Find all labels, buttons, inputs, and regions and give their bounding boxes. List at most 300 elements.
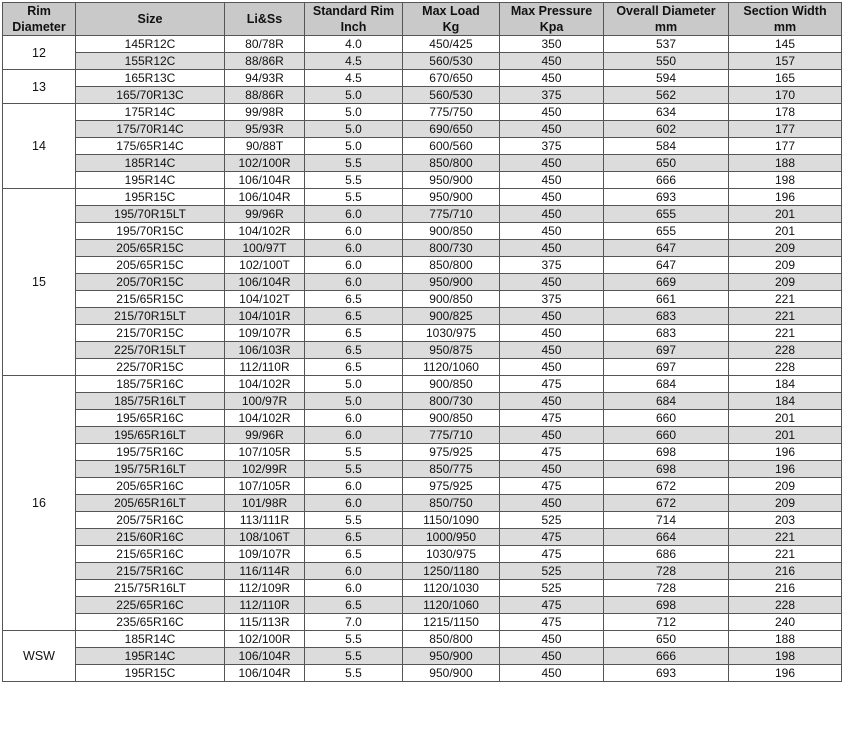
table-row bbox=[3, 257, 842, 274]
table-row bbox=[3, 410, 842, 427]
size-cell: 195/75R16LT bbox=[76, 461, 225, 478]
li-ss-cell: 104/101R bbox=[225, 308, 305, 325]
li-ss-cell: 106/104R bbox=[225, 648, 305, 665]
standard-rim-cell: 6.0 bbox=[305, 427, 403, 444]
li-ss-cell: 80/78R bbox=[225, 36, 305, 53]
max-load-cell: 1030/975 bbox=[403, 546, 500, 563]
max-pressure-cell: 525 bbox=[500, 563, 604, 580]
overall-diameter-cell: 728 bbox=[604, 563, 729, 580]
size-cell: 195R14C bbox=[76, 648, 225, 665]
standard-rim-cell: 6.5 bbox=[305, 291, 403, 308]
standard-rim-cell: 6.0 bbox=[305, 478, 403, 495]
section-width-cell: 216 bbox=[729, 580, 842, 597]
table-row bbox=[3, 121, 842, 138]
size-cell: 195/70R15C bbox=[76, 223, 225, 240]
li-ss-cell: 104/102R bbox=[225, 223, 305, 240]
table-row bbox=[3, 359, 842, 376]
overall-diameter-cell: 686 bbox=[604, 546, 729, 563]
rim-diameter-cell: 13 bbox=[3, 70, 76, 104]
standard-rim-cell: 5.5 bbox=[305, 648, 403, 665]
li-ss-cell: 99/96R bbox=[225, 427, 305, 444]
section-width-cell: 216 bbox=[729, 563, 842, 580]
table-row bbox=[3, 546, 842, 563]
size-cell: 215/70R15C bbox=[76, 325, 225, 342]
header-overall-diameter: Overall Diameter bbox=[604, 3, 729, 20]
header-rim-diameter: Rim Diameter bbox=[3, 3, 76, 36]
standard-rim-cell: 5.5 bbox=[305, 155, 403, 172]
standard-rim-cell: 5.5 bbox=[305, 461, 403, 478]
section-width-cell: 165 bbox=[729, 70, 842, 87]
li-ss-cell: 112/109R bbox=[225, 580, 305, 597]
table-row bbox=[3, 478, 842, 495]
table-row bbox=[3, 36, 842, 53]
section-width-cell: 196 bbox=[729, 665, 842, 682]
header-standard-rim: Standard Rim bbox=[305, 3, 403, 20]
max-pressure-cell: 450 bbox=[500, 427, 604, 444]
max-pressure-cell: 375 bbox=[500, 257, 604, 274]
li-ss-cell: 104/102T bbox=[225, 291, 305, 308]
max-pressure-cell: 475 bbox=[500, 444, 604, 461]
li-ss-cell: 106/103R bbox=[225, 342, 305, 359]
overall-diameter-cell: 664 bbox=[604, 529, 729, 546]
size-cell: 205/75R16C bbox=[76, 512, 225, 529]
max-pressure-cell: 450 bbox=[500, 495, 604, 512]
table-row bbox=[3, 189, 842, 206]
max-pressure-cell: 450 bbox=[500, 342, 604, 359]
size-cell: 185/75R16LT bbox=[76, 393, 225, 410]
max-load-cell: 775/710 bbox=[403, 427, 500, 444]
section-width-cell: 145 bbox=[729, 36, 842, 53]
table-row bbox=[3, 138, 842, 155]
table-row bbox=[3, 580, 842, 597]
max-pressure-cell: 450 bbox=[500, 223, 604, 240]
section-width-cell: 196 bbox=[729, 461, 842, 478]
header-max-load: Max Load bbox=[403, 3, 500, 20]
max-pressure-cell: 450 bbox=[500, 172, 604, 189]
header-overall-diameter-unit: mm bbox=[604, 19, 729, 36]
li-ss-cell: 102/100R bbox=[225, 155, 305, 172]
max-pressure-cell: 475 bbox=[500, 410, 604, 427]
standard-rim-cell: 5.5 bbox=[305, 665, 403, 682]
li-ss-cell: 94/93R bbox=[225, 70, 305, 87]
overall-diameter-cell: 655 bbox=[604, 206, 729, 223]
size-cell: 205/65R15C bbox=[76, 240, 225, 257]
size-cell: 205/65R15C bbox=[76, 257, 225, 274]
overall-diameter-cell: 594 bbox=[604, 70, 729, 87]
size-cell: 175/70R14C bbox=[76, 121, 225, 138]
max-load-cell: 850/800 bbox=[403, 155, 500, 172]
overall-diameter-cell: 712 bbox=[604, 614, 729, 631]
section-width-cell: 209 bbox=[729, 478, 842, 495]
table-row bbox=[3, 325, 842, 342]
max-load-cell: 950/875 bbox=[403, 342, 500, 359]
max-load-cell: 1000/950 bbox=[403, 529, 500, 546]
size-cell: 175/65R14C bbox=[76, 138, 225, 155]
size-cell: 225/70R15C bbox=[76, 359, 225, 376]
section-width-cell: 188 bbox=[729, 155, 842, 172]
standard-rim-cell: 6.5 bbox=[305, 308, 403, 325]
max-pressure-cell: 525 bbox=[500, 580, 604, 597]
standard-rim-cell: 5.0 bbox=[305, 138, 403, 155]
li-ss-cell: 99/96R bbox=[225, 206, 305, 223]
max-pressure-cell: 450 bbox=[500, 308, 604, 325]
max-load-cell: 560/530 bbox=[403, 53, 500, 70]
max-pressure-cell: 475 bbox=[500, 478, 604, 495]
table-row bbox=[3, 104, 842, 121]
standard-rim-cell: 6.0 bbox=[305, 257, 403, 274]
header-li-ss: Li&Ss bbox=[225, 3, 305, 36]
standard-rim-cell: 6.5 bbox=[305, 325, 403, 342]
standard-rim-cell: 5.5 bbox=[305, 631, 403, 648]
standard-rim-cell: 6.0 bbox=[305, 223, 403, 240]
max-load-cell: 775/710 bbox=[403, 206, 500, 223]
table-row bbox=[3, 240, 842, 257]
overall-diameter-cell: 634 bbox=[604, 104, 729, 121]
overall-diameter-cell: 669 bbox=[604, 274, 729, 291]
max-load-cell: 900/850 bbox=[403, 291, 500, 308]
max-load-cell: 975/925 bbox=[403, 478, 500, 495]
max-pressure-cell: 450 bbox=[500, 648, 604, 665]
size-cell: 185R14C bbox=[76, 631, 225, 648]
header-max-pressure-unit: Kpa bbox=[500, 19, 604, 36]
li-ss-cell: 112/110R bbox=[225, 597, 305, 614]
standard-rim-cell: 6.0 bbox=[305, 495, 403, 512]
standard-rim-cell: 4.5 bbox=[305, 53, 403, 70]
overall-diameter-cell: 697 bbox=[604, 342, 729, 359]
size-cell: 195R14C bbox=[76, 172, 225, 189]
max-pressure-cell: 475 bbox=[500, 614, 604, 631]
max-pressure-cell: 450 bbox=[500, 665, 604, 682]
max-load-cell: 950/900 bbox=[403, 189, 500, 206]
overall-diameter-cell: 537 bbox=[604, 36, 729, 53]
li-ss-cell: 90/88T bbox=[225, 138, 305, 155]
section-width-cell: 184 bbox=[729, 376, 842, 393]
max-load-cell: 900/825 bbox=[403, 308, 500, 325]
standard-rim-cell: 6.5 bbox=[305, 359, 403, 376]
size-cell: 215/65R15C bbox=[76, 291, 225, 308]
max-load-cell: 1150/1090 bbox=[403, 512, 500, 529]
table-row bbox=[3, 393, 842, 410]
max-load-cell: 950/900 bbox=[403, 172, 500, 189]
max-pressure-cell: 450 bbox=[500, 155, 604, 172]
table-row bbox=[3, 665, 842, 682]
header-section-width-unit: mm bbox=[729, 19, 842, 36]
table-row bbox=[3, 529, 842, 546]
li-ss-cell: 106/104R bbox=[225, 274, 305, 291]
header-max-load-unit: Kg bbox=[403, 19, 500, 36]
max-load-cell: 850/750 bbox=[403, 495, 500, 512]
overall-diameter-cell: 584 bbox=[604, 138, 729, 155]
standard-rim-cell: 6.0 bbox=[305, 240, 403, 257]
overall-diameter-cell: 693 bbox=[604, 665, 729, 682]
max-pressure-cell: 450 bbox=[500, 274, 604, 291]
section-width-cell: 177 bbox=[729, 121, 842, 138]
li-ss-cell: 101/98R bbox=[225, 495, 305, 512]
rim-diameter-cell: WSW bbox=[3, 631, 76, 682]
section-width-cell: 201 bbox=[729, 427, 842, 444]
standard-rim-cell: 6.5 bbox=[305, 546, 403, 563]
overall-diameter-cell: 666 bbox=[604, 648, 729, 665]
section-width-cell: 209 bbox=[729, 240, 842, 257]
size-cell: 185R14C bbox=[76, 155, 225, 172]
overall-diameter-cell: 697 bbox=[604, 359, 729, 376]
table-row bbox=[3, 291, 842, 308]
max-pressure-cell: 475 bbox=[500, 376, 604, 393]
li-ss-cell: 99/98R bbox=[225, 104, 305, 121]
li-ss-cell: 115/113R bbox=[225, 614, 305, 631]
header-section-width: Section Width bbox=[729, 3, 842, 20]
table-row bbox=[3, 427, 842, 444]
section-width-cell: 177 bbox=[729, 138, 842, 155]
standard-rim-cell: 6.5 bbox=[305, 529, 403, 546]
overall-diameter-cell: 660 bbox=[604, 427, 729, 444]
max-load-cell: 670/650 bbox=[403, 70, 500, 87]
table-row bbox=[3, 597, 842, 614]
standard-rim-cell: 6.0 bbox=[305, 563, 403, 580]
standard-rim-cell: 5.0 bbox=[305, 104, 403, 121]
max-load-cell: 850/800 bbox=[403, 631, 500, 648]
standard-rim-cell: 6.5 bbox=[305, 597, 403, 614]
max-load-cell: 450/425 bbox=[403, 36, 500, 53]
max-pressure-cell: 450 bbox=[500, 461, 604, 478]
size-cell: 195/70R15LT bbox=[76, 206, 225, 223]
section-width-cell: 170 bbox=[729, 87, 842, 104]
section-width-cell: 203 bbox=[729, 512, 842, 529]
section-width-cell: 178 bbox=[729, 104, 842, 121]
size-cell: 195/75R16C bbox=[76, 444, 225, 461]
li-ss-cell: 104/102R bbox=[225, 376, 305, 393]
overall-diameter-cell: 698 bbox=[604, 597, 729, 614]
standard-rim-cell: 6.5 bbox=[305, 342, 403, 359]
header-size: Size bbox=[76, 3, 225, 36]
size-cell: 215/75R16C bbox=[76, 563, 225, 580]
section-width-cell: 196 bbox=[729, 189, 842, 206]
max-load-cell: 1215/1150 bbox=[403, 614, 500, 631]
standard-rim-cell: 7.0 bbox=[305, 614, 403, 631]
max-load-cell: 800/730 bbox=[403, 393, 500, 410]
section-width-cell: 221 bbox=[729, 308, 842, 325]
section-width-cell: 196 bbox=[729, 444, 842, 461]
li-ss-cell: 116/114R bbox=[225, 563, 305, 580]
li-ss-cell: 88/86R bbox=[225, 87, 305, 104]
size-cell: 165R13C bbox=[76, 70, 225, 87]
li-ss-cell: 107/105R bbox=[225, 444, 305, 461]
max-load-cell: 800/730 bbox=[403, 240, 500, 257]
li-ss-cell: 106/104R bbox=[225, 665, 305, 682]
li-ss-cell: 109/107R bbox=[225, 546, 305, 563]
max-load-cell: 690/650 bbox=[403, 121, 500, 138]
li-ss-cell: 109/107R bbox=[225, 325, 305, 342]
table-row bbox=[3, 376, 842, 393]
overall-diameter-cell: 672 bbox=[604, 495, 729, 512]
overall-diameter-cell: 647 bbox=[604, 257, 729, 274]
max-load-cell: 560/530 bbox=[403, 87, 500, 104]
standard-rim-cell: 6.0 bbox=[305, 410, 403, 427]
li-ss-cell: 102/99R bbox=[225, 461, 305, 478]
section-width-cell: 209 bbox=[729, 495, 842, 512]
table-row bbox=[3, 87, 842, 104]
standard-rim-cell: 6.0 bbox=[305, 274, 403, 291]
max-pressure-cell: 450 bbox=[500, 325, 604, 342]
li-ss-cell: 113/111R bbox=[225, 512, 305, 529]
overall-diameter-cell: 647 bbox=[604, 240, 729, 257]
overall-diameter-cell: 698 bbox=[604, 461, 729, 478]
max-pressure-cell: 450 bbox=[500, 189, 604, 206]
max-pressure-cell: 450 bbox=[500, 359, 604, 376]
table-row bbox=[3, 53, 842, 70]
size-cell: 205/65R16C bbox=[76, 478, 225, 495]
max-load-cell: 600/560 bbox=[403, 138, 500, 155]
size-cell: 225/70R15LT bbox=[76, 342, 225, 359]
max-pressure-cell: 450 bbox=[500, 631, 604, 648]
max-pressure-cell: 475 bbox=[500, 529, 604, 546]
standard-rim-cell: 6.0 bbox=[305, 206, 403, 223]
max-pressure-cell: 450 bbox=[500, 70, 604, 87]
section-width-cell: 201 bbox=[729, 410, 842, 427]
overall-diameter-cell: 661 bbox=[604, 291, 729, 308]
max-pressure-cell: 375 bbox=[500, 138, 604, 155]
overall-diameter-cell: 684 bbox=[604, 393, 729, 410]
section-width-cell: 209 bbox=[729, 257, 842, 274]
tire-spec-table bbox=[2, 2, 842, 682]
max-load-cell: 950/900 bbox=[403, 274, 500, 291]
max-load-cell: 900/850 bbox=[403, 376, 500, 393]
li-ss-cell: 106/104R bbox=[225, 172, 305, 189]
section-width-cell: 221 bbox=[729, 325, 842, 342]
overall-diameter-cell: 684 bbox=[604, 376, 729, 393]
size-cell: 215/60R16C bbox=[76, 529, 225, 546]
size-cell: 165/70R13C bbox=[76, 87, 225, 104]
size-cell: 205/65R16LT bbox=[76, 495, 225, 512]
section-width-cell: 240 bbox=[729, 614, 842, 631]
section-width-cell: 228 bbox=[729, 342, 842, 359]
overall-diameter-cell: 683 bbox=[604, 308, 729, 325]
max-load-cell: 1120/1060 bbox=[403, 597, 500, 614]
max-pressure-cell: 350 bbox=[500, 36, 604, 53]
standard-rim-cell: 6.0 bbox=[305, 580, 403, 597]
standard-rim-cell: 5.0 bbox=[305, 393, 403, 410]
size-cell: 195R15C bbox=[76, 189, 225, 206]
table-row bbox=[3, 614, 842, 631]
overall-diameter-cell: 728 bbox=[604, 580, 729, 597]
rim-diameter-cell: 15 bbox=[3, 189, 76, 376]
max-pressure-cell: 525 bbox=[500, 512, 604, 529]
size-cell: 195/65R16LT bbox=[76, 427, 225, 444]
max-load-cell: 1120/1060 bbox=[403, 359, 500, 376]
li-ss-cell: 108/106T bbox=[225, 529, 305, 546]
standard-rim-cell: 5.5 bbox=[305, 172, 403, 189]
li-ss-cell: 100/97T bbox=[225, 240, 305, 257]
table-row bbox=[3, 342, 842, 359]
max-load-cell: 1250/1180 bbox=[403, 563, 500, 580]
overall-diameter-cell: 650 bbox=[604, 155, 729, 172]
li-ss-cell: 104/102R bbox=[225, 410, 305, 427]
max-load-cell: 975/925 bbox=[403, 444, 500, 461]
table-row bbox=[3, 274, 842, 291]
max-load-cell: 950/900 bbox=[403, 648, 500, 665]
li-ss-cell: 102/100T bbox=[225, 257, 305, 274]
section-width-cell: 198 bbox=[729, 172, 842, 189]
size-cell: 215/65R16C bbox=[76, 546, 225, 563]
max-pressure-cell: 450 bbox=[500, 393, 604, 410]
li-ss-cell: 112/110R bbox=[225, 359, 305, 376]
table-row bbox=[3, 495, 842, 512]
size-cell: 175R14C bbox=[76, 104, 225, 121]
section-width-cell: 221 bbox=[729, 546, 842, 563]
section-width-cell: 201 bbox=[729, 206, 842, 223]
overall-diameter-cell: 698 bbox=[604, 444, 729, 461]
li-ss-cell: 102/100R bbox=[225, 631, 305, 648]
standard-rim-cell: 4.5 bbox=[305, 70, 403, 87]
max-pressure-cell: 450 bbox=[500, 121, 604, 138]
standard-rim-cell: 5.0 bbox=[305, 376, 403, 393]
max-load-cell: 850/800 bbox=[403, 257, 500, 274]
size-cell: 195/65R16C bbox=[76, 410, 225, 427]
standard-rim-cell: 5.5 bbox=[305, 512, 403, 529]
rim-diameter-cell: 12 bbox=[3, 36, 76, 70]
max-pressure-cell: 450 bbox=[500, 53, 604, 70]
standard-rim-cell: 5.5 bbox=[305, 189, 403, 206]
size-cell: 215/75R16LT bbox=[76, 580, 225, 597]
overall-diameter-cell: 714 bbox=[604, 512, 729, 529]
li-ss-cell: 95/93R bbox=[225, 121, 305, 138]
standard-rim-cell: 5.0 bbox=[305, 87, 403, 104]
size-cell: 195R15C bbox=[76, 665, 225, 682]
table-row bbox=[3, 512, 842, 529]
table-row bbox=[3, 206, 842, 223]
max-load-cell: 1030/975 bbox=[403, 325, 500, 342]
max-load-cell: 775/750 bbox=[403, 104, 500, 121]
header-standard-rim-unit: Inch bbox=[305, 19, 403, 36]
section-width-cell: 157 bbox=[729, 53, 842, 70]
max-load-cell: 950/900 bbox=[403, 665, 500, 682]
section-width-cell: 188 bbox=[729, 631, 842, 648]
table-row bbox=[3, 648, 842, 665]
max-load-cell: 900/850 bbox=[403, 410, 500, 427]
table-row bbox=[3, 172, 842, 189]
max-load-cell: 850/775 bbox=[403, 461, 500, 478]
section-width-cell: 201 bbox=[729, 223, 842, 240]
li-ss-cell: 88/86R bbox=[225, 53, 305, 70]
standard-rim-cell: 5.0 bbox=[305, 121, 403, 138]
table-row bbox=[3, 155, 842, 172]
standard-rim-cell: 5.5 bbox=[305, 444, 403, 461]
overall-diameter-cell: 650 bbox=[604, 631, 729, 648]
table-row bbox=[3, 461, 842, 478]
overall-diameter-cell: 550 bbox=[604, 53, 729, 70]
max-pressure-cell: 375 bbox=[500, 87, 604, 104]
size-cell: 225/65R16C bbox=[76, 597, 225, 614]
overall-diameter-cell: 660 bbox=[604, 410, 729, 427]
size-cell: 145R12C bbox=[76, 36, 225, 53]
max-pressure-cell: 475 bbox=[500, 597, 604, 614]
table-row bbox=[3, 223, 842, 240]
overall-diameter-cell: 602 bbox=[604, 121, 729, 138]
max-pressure-cell: 375 bbox=[500, 291, 604, 308]
overall-diameter-cell: 683 bbox=[604, 325, 729, 342]
header-max-pressure: Max Pressure bbox=[500, 3, 604, 20]
li-ss-cell: 100/97R bbox=[225, 393, 305, 410]
table-header bbox=[3, 3, 842, 36]
overall-diameter-cell: 672 bbox=[604, 478, 729, 495]
size-cell: 205/70R15C bbox=[76, 274, 225, 291]
table-body bbox=[3, 36, 842, 682]
rim-diameter-cell: 16 bbox=[3, 376, 76, 631]
overall-diameter-cell: 666 bbox=[604, 172, 729, 189]
size-cell: 215/70R15LT bbox=[76, 308, 225, 325]
overall-diameter-cell: 562 bbox=[604, 87, 729, 104]
size-cell: 235/65R16C bbox=[76, 614, 225, 631]
